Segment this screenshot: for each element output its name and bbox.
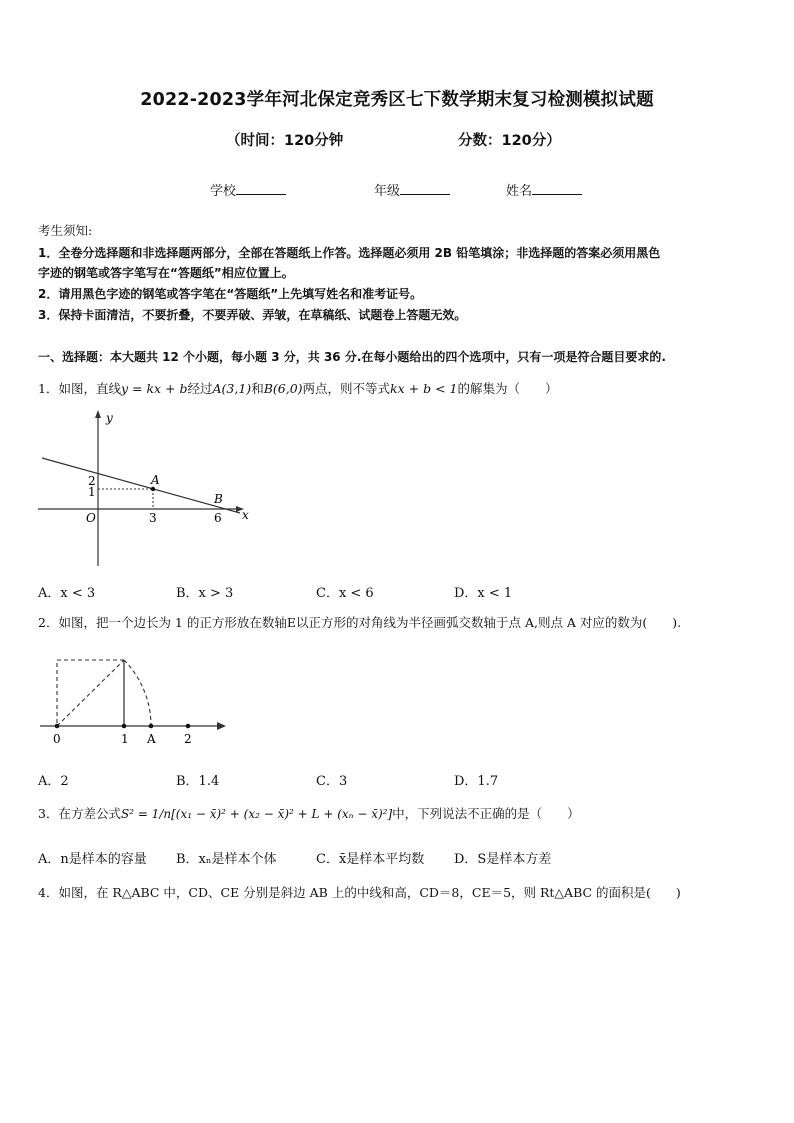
q1-label-b: B bbox=[214, 492, 223, 506]
school-field[interactable] bbox=[210, 180, 286, 199]
q2-diagonal bbox=[57, 660, 124, 726]
exam-score: 分数：120分） bbox=[458, 133, 561, 149]
q2-arrow bbox=[217, 722, 226, 730]
q2-dot-0 bbox=[55, 724, 60, 729]
school-label: 学校 bbox=[210, 184, 237, 199]
notice-line-3: 3．保持卡面清洁，不要折叠，不要弄破、弄皱，在草稿纸、试题卷上答题无效。 bbox=[38, 308, 467, 322]
q1-equation: y = kx + b bbox=[120, 381, 188, 396]
q2-label-1: 1 bbox=[121, 732, 129, 746]
q2-option-b[interactable]: B．1.4 bbox=[176, 774, 220, 789]
q1-option-b[interactable]: B．x > 3 bbox=[176, 586, 234, 601]
q2-label-2: 2 bbox=[184, 732, 192, 746]
q1-y-label: y bbox=[106, 411, 113, 425]
notice-title: 考生须知: bbox=[38, 223, 93, 238]
q4-stem: 4．如图，在 R△ABC 中，CD、CE 分别是斜边 AB 上的中线和高，CD＝8，CE＝5，则 Rt△ABC 的面积是( ) bbox=[38, 885, 681, 900]
q3-stem: 3．在方差公式S² = 1/n[(x₁ − x̄)² + (x₂ − x̄)² + L + (xₙ − x̄)²]中，下列说法不正确的是（ ） bbox=[38, 806, 580, 821]
notice-line-1a: 1．全卷分选择题和非选择题两部分，全部在答题纸上作答。选择题必须用 2B 铅笔填涂；非选择题的答案必须用黑色 bbox=[38, 246, 661, 260]
q3-formula: S² = 1/n[(x₁ − x̄)² + (x₂ − x̄)² + L + (xₙ − x̄)²] bbox=[120, 807, 393, 821]
name-field[interactable] bbox=[506, 180, 582, 199]
section-heading: 一、选择题：本大题共 12 个小题，每小题 3 分，共 36 分.在每小题给出的四个选项中，只有一项是符合题目要求的. bbox=[38, 350, 666, 364]
q2-option-c[interactable]: C．3 bbox=[316, 774, 348, 789]
q1-graph bbox=[30, 408, 260, 570]
q2-option-d[interactable]: D．1.7 bbox=[454, 774, 499, 789]
q1-tick-2: 2 bbox=[88, 474, 96, 488]
q1-origin-label: O bbox=[86, 511, 96, 525]
q1-tick-3: 3 bbox=[149, 511, 157, 525]
q3-option-b[interactable]: B．xₙ是样本个体 bbox=[176, 852, 277, 867]
page-title: 2022-2023学年河北保定竞秀区七下数学期末复习检测模拟试题 bbox=[140, 90, 654, 110]
q1-option-a[interactable]: A．x < 3 bbox=[38, 586, 96, 601]
q1-option-d[interactable]: D．x < 1 bbox=[454, 586, 513, 601]
q3-option-d[interactable]: D．S是样本方差 bbox=[454, 852, 552, 867]
q1-tick-1: 1 bbox=[88, 485, 96, 499]
q1-option-c[interactable]: C．x < 6 bbox=[316, 586, 374, 601]
q1-inequality: kx + b < 1 bbox=[390, 381, 458, 396]
q2-stem: 2．如图，把一个边长为 1 的正方形放在数轴E以正方形的对角线为半径画弧交数轴于点 A,则点 A 对应的数为( ). bbox=[38, 615, 682, 630]
q1-y-arrow bbox=[95, 410, 101, 418]
q2-label-a: A bbox=[147, 732, 156, 746]
q1-point-a-dot bbox=[151, 487, 155, 491]
q1-line bbox=[42, 458, 240, 513]
notice-line-2: 2．请用黑色字迹的钢笔或答字笔在“答题纸”上先填写姓名和准考证号。 bbox=[38, 287, 423, 301]
q1-point-a: A(3,1) bbox=[212, 381, 252, 396]
q1-stem: 1．如图，直线y = kx + b经过A(3,1)和B(6,0)两点，则不等式kx + b < 1的解集为（ ） bbox=[38, 381, 558, 396]
q2-arc bbox=[124, 660, 151, 726]
notice-line-1b: 字迹的钢笔或答字笔写在“答题纸”相应位置上。 bbox=[38, 266, 294, 280]
q2-graph bbox=[34, 650, 234, 750]
q1-label-a: A bbox=[151, 473, 160, 487]
q2-dot-1 bbox=[122, 724, 127, 729]
name-label: 姓名 bbox=[506, 184, 533, 199]
q2-label-0: 0 bbox=[53, 732, 61, 746]
grade-field[interactable] bbox=[374, 180, 450, 199]
exam-time: （时间：120分钟 bbox=[226, 133, 344, 149]
grade-label: 年级 bbox=[374, 184, 401, 199]
q1-point-b: B(6,0) bbox=[263, 381, 303, 396]
q1-x-label: x bbox=[242, 508, 249, 522]
q3-option-c[interactable]: C．x̄是样本平均数 bbox=[316, 852, 425, 867]
q1-tick-6: 6 bbox=[214, 511, 222, 525]
q2-dot-2 bbox=[186, 724, 191, 729]
q2-dot-a bbox=[149, 724, 154, 729]
q3-option-a[interactable]: A．n是样本的容量 bbox=[38, 852, 147, 867]
q2-option-a[interactable]: A．2 bbox=[38, 774, 69, 789]
